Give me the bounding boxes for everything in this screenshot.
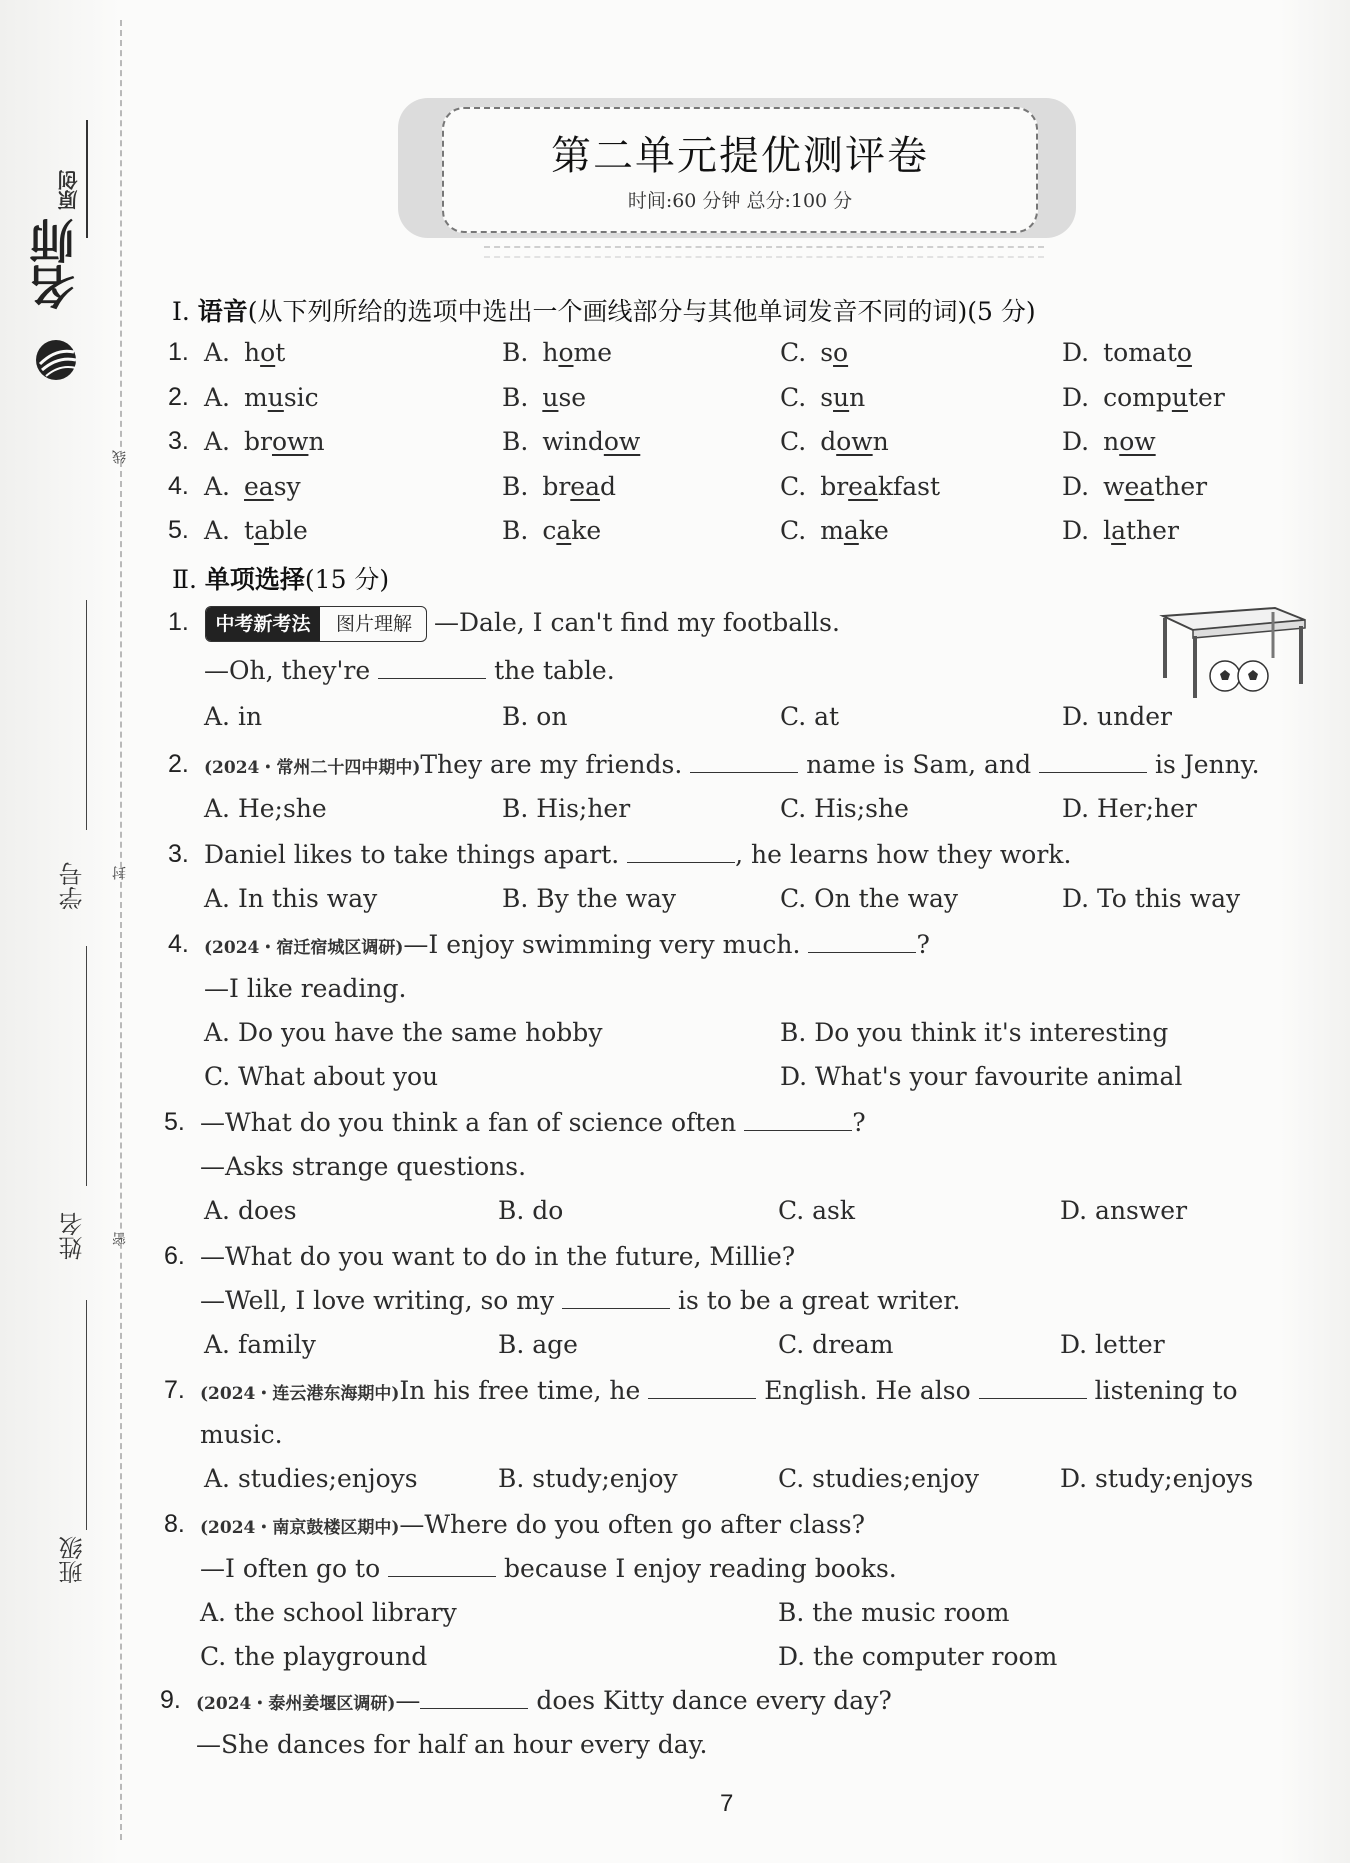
question-text: [200, 1510, 865, 1539]
underlined-letters: ea: [570, 471, 600, 501]
word-part: d: [820, 427, 837, 456]
underlined-letters: ow: [1119, 427, 1156, 456]
word-part: n: [872, 427, 889, 456]
answer-option[interactable]: C. dream: [778, 1330, 894, 1359]
underlined-letters: a: [1111, 516, 1127, 545]
answer-option[interactable]: A. studies;enjoys: [204, 1464, 418, 1493]
seal-line-label: 封: [112, 866, 128, 880]
question-stem: In his free time, he: [399, 1376, 641, 1405]
answer-option[interactable]: C. at: [780, 702, 840, 731]
underlined-letters: u: [1171, 382, 1188, 412]
word-part: tomat: [1103, 338, 1177, 367]
answer-option[interactable]: D. To this way: [1062, 884, 1241, 913]
answer-blank[interactable]: [388, 1556, 496, 1577]
section-1-title: 语音: [197, 297, 248, 326]
section-2-number: Ⅱ.: [172, 565, 197, 594]
word-part: sic: [283, 382, 319, 412]
dialog-text: —Oh, they're: [204, 656, 371, 685]
question-text: [200, 1376, 1238, 1405]
answer-option[interactable]: C. the playground: [200, 1642, 428, 1671]
section-2-note: (15 分): [304, 565, 390, 594]
answer-blank[interactable]: [648, 1378, 756, 1399]
dialog-text: the table.: [494, 656, 615, 685]
underlined-letters: a: [254, 516, 269, 545]
question-source: (2024・泰州姜堰区调研): [196, 1694, 396, 1714]
option-letter: D.: [1062, 427, 1090, 456]
question-stem: English. He also: [764, 1376, 971, 1405]
word-part: n: [1103, 427, 1120, 456]
student-id-line: [86, 600, 87, 830]
underlined-letters: ea: [244, 471, 274, 501]
word-part: br: [542, 471, 571, 501]
underlined-letters: ow: [603, 427, 641, 456]
section-2-heading: [172, 560, 389, 596]
question-number: 6.: [164, 1242, 185, 1270]
phonics-option[interactable]: [502, 383, 586, 412]
dialog-response: —I like reading.: [204, 974, 407, 1003]
question-stem: —Where do you often go after class?: [399, 1510, 865, 1539]
option-letter: A.: [204, 338, 231, 367]
underlined-letters: u: [267, 382, 284, 412]
question-source: (2024・南京鼓楼区期中): [200, 1518, 400, 1538]
option-letter: D.: [1062, 338, 1090, 367]
question-stem: ?: [852, 1108, 866, 1137]
word-part: br: [244, 427, 272, 456]
option-letter: A.: [204, 471, 231, 501]
option-letter: D.: [1062, 516, 1090, 545]
question-number: 7.: [164, 1376, 185, 1404]
word-part: m: [244, 382, 268, 412]
answer-option[interactable]: A. In this way: [204, 884, 378, 913]
dialog-response: [200, 1286, 960, 1315]
question-text: [200, 1108, 866, 1137]
word-part: n: [308, 427, 325, 456]
word-part: comp: [1103, 382, 1172, 412]
name-line: [86, 946, 87, 1186]
question-source: (2024・宿迁宿城区调研): [204, 938, 404, 958]
answer-option[interactable]: A. family: [204, 1330, 316, 1359]
word-part: s: [820, 338, 834, 367]
question-number: 8.: [164, 1510, 185, 1538]
new-exam-badge: [205, 606, 427, 642]
question-text: [204, 840, 1071, 869]
option-letter: B.: [502, 427, 529, 456]
phonics-option[interactable]: [204, 427, 325, 456]
dialog-response: —Asks strange questions.: [200, 1152, 527, 1181]
option-letter: A.: [204, 427, 231, 456]
section-1-note: (从下列所给的选项中选出一个画线部分与其他单词发音不同的词)(5 分): [247, 297, 1036, 326]
word-part: kfast: [877, 471, 941, 501]
phonics-option[interactable]: [204, 338, 285, 367]
word-part: wind: [542, 427, 604, 456]
answer-option[interactable]: A. does: [204, 1196, 297, 1225]
word-part: w: [1103, 471, 1125, 501]
word-part: t: [275, 338, 286, 367]
underlined-letters: ea: [848, 471, 878, 501]
answer-blank[interactable]: [627, 842, 735, 863]
class-line: [86, 1300, 87, 1530]
phonics-option[interactable]: [204, 383, 319, 412]
word-part: s: [820, 382, 834, 412]
phonics-option[interactable]: [1062, 338, 1192, 367]
word-part: t: [244, 516, 255, 545]
word-part: c: [542, 516, 557, 545]
question-source: (2024・常州二十四中期中): [204, 758, 421, 778]
underlined-letters: o: [260, 338, 276, 367]
phonics-option[interactable]: [780, 338, 848, 367]
word-part: l: [1103, 516, 1112, 545]
answer-option[interactable]: A. He;she: [204, 794, 327, 823]
answer-option[interactable]: B. the music room: [778, 1598, 1010, 1627]
answer-option[interactable]: B. By the way: [502, 884, 677, 913]
phonics-option[interactable]: [502, 338, 612, 367]
question-stem: —I often go to: [200, 1554, 381, 1583]
option-letter: C.: [780, 382, 807, 412]
phonics-option[interactable]: [204, 516, 308, 545]
underlined-letters: o: [1176, 338, 1192, 367]
option-letter: D.: [1062, 382, 1090, 412]
word-part: h: [542, 338, 559, 367]
underlined-letters: ow: [271, 427, 309, 456]
question-stem: They are my friends.: [420, 750, 683, 779]
underlined-letters: ea: [1124, 471, 1155, 501]
underlined-letters: ow: [836, 427, 873, 456]
phonics-option[interactable]: [502, 472, 616, 501]
question-text: [204, 656, 615, 685]
answer-option[interactable]: D. under: [1062, 702, 1172, 731]
underlined-letters: a: [556, 516, 572, 545]
phonics-option[interactable]: [1062, 472, 1207, 501]
answer-option[interactable]: D. study;enjoys: [1060, 1464, 1254, 1493]
question-stem: because I enjoy reading books.: [504, 1554, 897, 1583]
option-letter: B.: [502, 382, 529, 412]
logo-brand-text: 名师: [28, 218, 82, 310]
word-part: ble: [268, 516, 308, 545]
option-letter: B.: [502, 516, 529, 545]
answer-option[interactable]: D. letter: [1060, 1330, 1165, 1359]
word-part: n: [849, 382, 866, 412]
answer-option[interactable]: C. ask: [778, 1196, 856, 1225]
answer-blank[interactable]: [562, 1288, 670, 1309]
option-letter: C.: [780, 516, 807, 545]
cut-line-label: 线: [112, 450, 128, 464]
question-text-continued: music.: [200, 1420, 283, 1449]
student-id-label: 学号: [59, 862, 87, 910]
question-number: 1.: [168, 608, 189, 636]
question-stem: listening to: [1094, 1376, 1238, 1405]
class-label: 班级: [59, 1536, 87, 1584]
answer-option[interactable]: D. Her;her: [1062, 794, 1197, 823]
phonics-option[interactable]: [780, 383, 865, 412]
answer-option[interactable]: A. the school library: [200, 1598, 457, 1627]
question-number: 4.: [168, 930, 189, 958]
phonics-option[interactable]: [502, 516, 601, 545]
question-stem: —I enjoy swimming very much.: [403, 930, 801, 959]
logo-divider: [86, 120, 88, 238]
question-number: 3.: [168, 840, 189, 868]
section-2-title: 单项选择: [204, 565, 305, 594]
option-letter: D.: [1062, 471, 1090, 501]
badge-type: 图片理解: [335, 613, 412, 635]
word-part: ther: [1126, 516, 1179, 545]
question-text: [204, 750, 1260, 779]
word-part: sy: [273, 471, 301, 501]
question-stem: —What do you think a fan of science often: [200, 1108, 737, 1137]
underlined-letters: o: [833, 338, 849, 367]
underlined-letters: o: [558, 338, 574, 367]
option-letter: C.: [780, 338, 807, 367]
page-title: 第二单元提优测评卷: [551, 133, 929, 179]
question-stem: ?: [916, 930, 930, 959]
question-stem: —: [395, 1686, 421, 1715]
answer-option[interactable]: C. His;she: [780, 794, 909, 823]
header-decoration: [484, 246, 1044, 258]
question-stem: Daniel likes to take things apart.: [204, 840, 620, 869]
option-letter: B.: [502, 338, 529, 367]
section-1-heading: [172, 292, 1036, 328]
phonics-option[interactable]: [780, 516, 889, 545]
brand-emblem-icon: [30, 330, 90, 390]
section-1-number: Ⅰ.: [172, 297, 190, 326]
phonics-option[interactable]: [502, 427, 640, 456]
underlined-letters: a: [843, 516, 859, 545]
answer-blank[interactable]: [378, 658, 486, 679]
table-with-footballs-image: [1155, 598, 1310, 703]
word-part: se: [558, 382, 587, 412]
answer-blank[interactable]: [420, 1688, 528, 1709]
answer-option[interactable]: D. answer: [1060, 1196, 1188, 1225]
answer-option[interactable]: B. age: [498, 1330, 578, 1359]
question-number: 5.: [164, 1108, 185, 1136]
exam-time-score: 时间:60 分钟 总分:100 分: [627, 190, 853, 212]
option-letter: B.: [502, 471, 529, 501]
option-letter: A.: [204, 382, 231, 412]
phonics-option[interactable]: [1062, 383, 1225, 412]
answer-option[interactable]: D. the computer room: [778, 1642, 1058, 1671]
option-letter: C.: [780, 471, 807, 501]
question-number: 4.: [168, 471, 189, 500]
option-letter: A.: [204, 516, 231, 545]
answer-option[interactable]: A. in: [204, 702, 263, 731]
option-letter: C.: [780, 427, 807, 456]
binding-dashed-line: [120, 20, 122, 1840]
word-part: me: [573, 338, 613, 367]
phonics-option[interactable]: [780, 472, 940, 501]
answer-option[interactable]: B. Do you think it's interesting: [780, 1018, 1169, 1047]
answer-blank[interactable]: [1039, 752, 1147, 773]
underlined-letters: u: [542, 382, 559, 412]
answer-option[interactable]: B. do: [498, 1196, 564, 1225]
answer-blank[interactable]: [690, 752, 798, 773]
word-part: ter: [1187, 382, 1225, 412]
answer-blank[interactable]: [808, 932, 916, 953]
question-text: [196, 1686, 892, 1715]
answer-option[interactable]: A. Do you have the same hobby: [204, 1018, 603, 1047]
answer-option[interactable]: C. What about you: [204, 1062, 439, 1091]
fold-line-label: 密: [112, 1232, 128, 1246]
answer-option[interactable]: C. studies;enjoy: [778, 1464, 979, 1493]
name-label: 姓名: [59, 1212, 87, 1260]
word-part: d: [600, 471, 617, 501]
phonics-option[interactable]: [780, 427, 889, 456]
answer-option[interactable]: C. On the way: [780, 884, 958, 913]
answer-blank[interactable]: [979, 1378, 1087, 1399]
word-part: ther: [1154, 471, 1208, 501]
question-source: (2024・连云港东海期中): [200, 1384, 400, 1404]
question-text: —Dale, I can't find my footballs.: [434, 608, 840, 637]
question-stem: —Well, I love writing, so my: [200, 1286, 555, 1315]
logo-sub-text: 原创: [57, 170, 81, 210]
question-stem: is Jenny.: [1154, 750, 1260, 779]
answer-option[interactable]: B. on: [502, 702, 568, 731]
answer-blank[interactable]: [744, 1110, 852, 1131]
question-number: 2.: [168, 382, 189, 411]
page-number: 7: [720, 1790, 734, 1817]
question-text: —What do you want to do in the future, Millie?: [200, 1242, 796, 1271]
dialog-response: —She dances for half an hour every day.: [196, 1730, 708, 1759]
question-number: 9.: [160, 1686, 181, 1714]
answer-option[interactable]: D. What's your favourite animal: [780, 1062, 1183, 1091]
phonics-option[interactable]: [1062, 427, 1156, 456]
question-number: 2.: [168, 750, 189, 778]
word-part: m: [820, 516, 844, 545]
phonics-option[interactable]: [1062, 516, 1179, 545]
question-stem: name is Sam, and: [806, 750, 1032, 779]
answer-option[interactable]: B. His;her: [502, 794, 631, 823]
dialog-response: [200, 1554, 897, 1583]
question-text: [204, 930, 930, 959]
phonics-option[interactable]: [204, 472, 301, 501]
badge-main: 中考新考法: [206, 607, 320, 641]
word-part: ke: [858, 516, 889, 545]
question-stem: is to be a great writer.: [678, 1286, 961, 1315]
word-part: h: [244, 338, 261, 367]
question-stem: does Kitty dance every day?: [536, 1686, 892, 1715]
question-number: 5.: [168, 516, 189, 544]
word-part: br: [820, 471, 849, 501]
question-stem: , he learns how they work.: [735, 840, 1072, 869]
question-number: 3.: [168, 427, 189, 455]
question-number: 1.: [168, 338, 189, 366]
underlined-letters: u: [833, 382, 850, 412]
word-part: ke: [571, 516, 602, 545]
answer-option[interactable]: B. study;enjoy: [498, 1464, 678, 1493]
